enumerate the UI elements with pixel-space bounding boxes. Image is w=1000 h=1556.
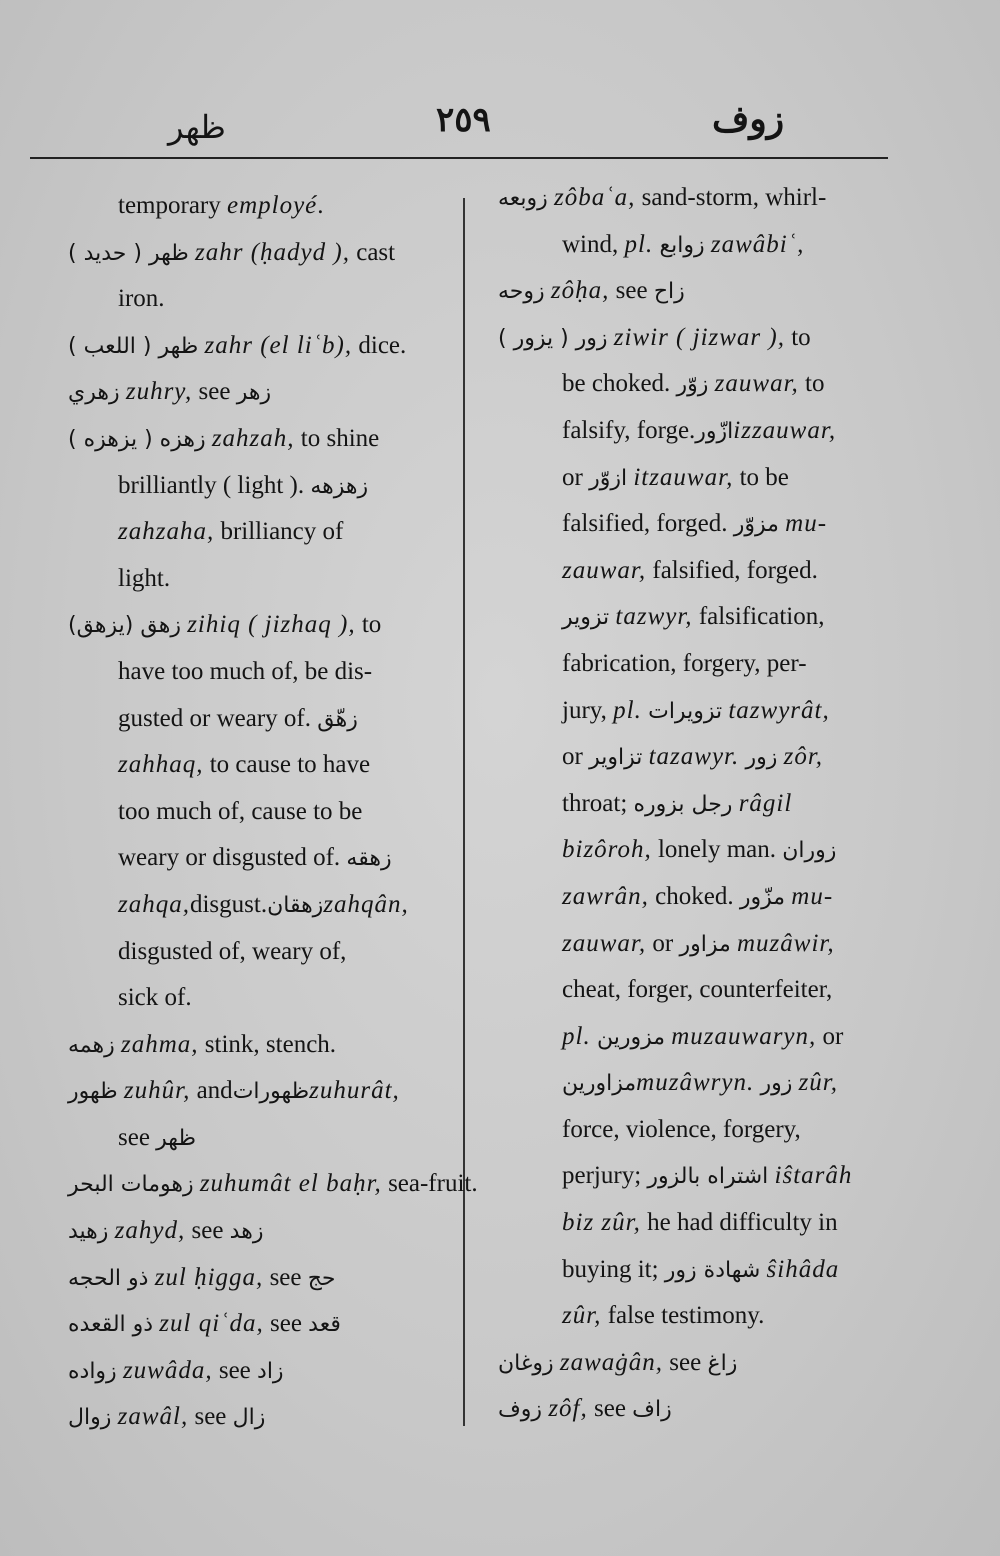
entry-line xyxy=(0,416,462,463)
gloss-text: falsify, forge. xyxy=(562,416,696,444)
gloss-text: brilliancy of xyxy=(214,518,344,546)
arabic-text: مزّور xyxy=(739,884,786,910)
entry-line xyxy=(490,315,910,362)
arabic-text: زهد xyxy=(229,1219,264,1245)
gloss-text: gusted or weary of. xyxy=(118,704,318,732)
gloss-text: wind, xyxy=(562,230,625,258)
arabic-text: ظهر xyxy=(156,1125,196,1151)
gloss-text: to xyxy=(355,611,382,639)
entry-line xyxy=(490,874,910,921)
gloss-text: too much of, cause to be xyxy=(118,797,363,825)
arabic-text: زهزه ( يزهزه ) xyxy=(68,426,206,452)
entry-line xyxy=(490,641,910,688)
entry-line xyxy=(490,967,910,1014)
arabic-text: تزويرات xyxy=(648,698,723,724)
transliteration: zuhurât, xyxy=(309,1077,400,1105)
entry-line xyxy=(490,455,910,502)
transliteration: zôf, xyxy=(548,1395,588,1423)
gloss-text: have too much of, be dis- xyxy=(118,657,373,685)
gloss-text: sand-storm, whirl- xyxy=(635,184,827,211)
gloss-text: falsified, forged. xyxy=(646,556,818,584)
gloss-text: temporary xyxy=(118,192,227,219)
gloss-text: weary or disgusted of. xyxy=(118,844,347,872)
transliteration: zuhry, xyxy=(125,378,193,406)
entry-line xyxy=(490,175,910,222)
entry-line xyxy=(0,183,462,230)
transliteration: zawrân, xyxy=(562,882,649,910)
entry-line xyxy=(490,501,910,548)
arabic-text: ازوّر xyxy=(589,465,628,491)
transliteration: zul qiʿda, xyxy=(159,1310,264,1338)
gloss-text: disgusted of, weary of, xyxy=(118,937,347,965)
entry-line xyxy=(0,556,462,603)
entry-line xyxy=(490,1340,910,1387)
transliteration: zahr (el liʿb), xyxy=(204,331,353,359)
arabic-text: زهقه xyxy=(346,846,392,872)
transliteration: itzauwar, xyxy=(633,463,734,491)
transliteration: zawâbiʿ, xyxy=(710,230,805,258)
right-column xyxy=(490,175,910,1433)
entry-line xyxy=(0,1301,462,1348)
arabic-text: زهّق xyxy=(317,706,358,732)
arabic-text: زوحه xyxy=(498,279,545,305)
transliteration: zauwar, xyxy=(562,929,647,957)
arabic-text: مزاورين xyxy=(562,1071,637,1097)
entry-line xyxy=(0,1115,462,1162)
gloss-text: to xyxy=(798,370,825,398)
arabic-text: زوبعه xyxy=(498,186,548,211)
entry-line xyxy=(490,921,910,968)
gloss-text: dice. xyxy=(352,331,407,359)
transliteration: zahqa, xyxy=(118,890,190,918)
entry-line xyxy=(0,1068,462,1115)
entry-line xyxy=(490,361,910,408)
transliteration: râgil xyxy=(738,789,793,817)
entry-line xyxy=(0,1022,462,1069)
gloss-text: sea-fruit. xyxy=(381,1170,478,1198)
arabic-text: زوغان xyxy=(498,1350,554,1376)
entry-line xyxy=(0,1348,462,1395)
transliteration: ziwir ( jizwar ), xyxy=(613,323,785,351)
gloss-text: or xyxy=(562,463,590,491)
entry-line xyxy=(490,734,910,781)
transliteration: zôḥa, xyxy=(550,277,610,305)
gloss-text: to cause to have xyxy=(203,751,371,779)
page-number: ٢٥٩ xyxy=(436,102,491,139)
entry-line xyxy=(0,369,462,416)
transliteration: zahzaha, xyxy=(118,518,215,546)
entry-line xyxy=(0,463,462,510)
transliteration: mu- xyxy=(785,510,828,538)
entry-line xyxy=(490,1014,910,1061)
arabic-text: زهمه xyxy=(68,1032,115,1058)
transliteration: zauwar, xyxy=(714,370,799,398)
gloss-text: disgust. xyxy=(189,890,268,918)
gloss-text: stink, stench. xyxy=(198,1030,337,1058)
gloss-text: falsified, forged. xyxy=(562,510,734,538)
arabic-text: ذو القعده xyxy=(68,1312,154,1338)
entry-line xyxy=(0,1208,462,1255)
arabic-text: زهزهه xyxy=(310,473,369,499)
page-header xyxy=(0,0,1000,160)
arabic-text: زور xyxy=(760,1071,793,1097)
transliteration: biz zûr, xyxy=(562,1209,641,1237)
gloss-text: see xyxy=(212,1356,258,1384)
gloss-text: see xyxy=(609,277,654,305)
gloss-text: to xyxy=(784,323,811,351)
transliteration: pl. xyxy=(562,1022,591,1050)
transliteration: zauwar, xyxy=(562,556,647,584)
header-right-catchword: زوف xyxy=(712,99,785,139)
entry-line xyxy=(0,789,462,836)
transliteration: tazwyr, xyxy=(615,603,693,631)
gloss-text: cheat, forger, counterfeiter, xyxy=(562,976,833,1004)
transliteration: zuhûr, xyxy=(123,1077,191,1105)
arabic-text: زاد xyxy=(257,1358,284,1384)
transliteration: tazawyr. xyxy=(648,743,740,771)
entry-line xyxy=(490,1060,910,1107)
transliteration: iŝtarâh xyxy=(774,1162,853,1190)
gloss-text: see xyxy=(188,1403,233,1431)
arabic-text: زوران xyxy=(782,838,837,864)
transliteration: zuhumât el baḥr, xyxy=(199,1170,382,1198)
transliteration: zôbaʿa, xyxy=(554,184,636,211)
left-column xyxy=(0,183,478,1441)
entry-line xyxy=(490,827,910,874)
entry-line xyxy=(490,1107,910,1154)
transliteration: bizôroh, xyxy=(562,836,652,864)
gloss-text: he had difficulty in xyxy=(640,1209,838,1237)
arabic-text: زور xyxy=(745,745,778,771)
entry-line xyxy=(0,1255,462,1302)
gloss-text: false testimony. xyxy=(601,1302,765,1330)
entry-line xyxy=(0,649,462,696)
arabic-text: زوابع xyxy=(659,232,705,258)
arabic-text: رجل بزوره xyxy=(633,791,733,817)
entry-line xyxy=(0,835,462,882)
transliteration: zawaġân, xyxy=(559,1348,664,1376)
gloss-text: falsification, xyxy=(692,603,825,631)
gloss-text: perjury; xyxy=(562,1162,648,1190)
gloss-text: buying it; xyxy=(562,1255,665,1283)
gloss-text: see xyxy=(663,1348,708,1376)
gloss-text: to be xyxy=(733,463,789,491)
gloss-text: see xyxy=(587,1395,633,1423)
arabic-text: ظهور xyxy=(68,1079,118,1105)
arabic-text: زواده xyxy=(68,1358,117,1384)
arabic-text: زوّر xyxy=(676,372,709,398)
entry-line xyxy=(490,408,910,455)
transliteration: muzâwryn. xyxy=(636,1069,755,1097)
gloss-text: light. xyxy=(118,564,171,592)
gloss-text: see xyxy=(263,1310,309,1338)
transliteration: zôr, xyxy=(783,743,824,771)
gloss-text: see xyxy=(185,1217,230,1245)
arabic-text: ظهر ( اللعب ) xyxy=(68,333,199,359)
gloss-text: fabrication, forgery, per- xyxy=(562,649,807,677)
entry-line xyxy=(0,323,462,370)
gloss-text: throat; xyxy=(562,789,634,817)
entry-line xyxy=(0,882,462,929)
gloss-text: jury, xyxy=(562,696,614,724)
header-left-catchword: ظهر xyxy=(168,109,226,145)
arabic-text: قعد xyxy=(308,1312,341,1338)
arabic-text: زهق (يزهق) xyxy=(68,613,181,639)
gloss-text: iron. xyxy=(118,285,165,313)
transliteration: zuwâda, xyxy=(122,1356,213,1384)
entry-line xyxy=(0,276,462,323)
arabic-text: اشتراه بالزور xyxy=(647,1164,769,1190)
entry-line xyxy=(490,594,910,641)
entry-line xyxy=(490,222,910,269)
gloss-text: choked. xyxy=(648,882,740,910)
arabic-text: ازّور xyxy=(695,418,734,444)
gloss-text: lonely man. xyxy=(651,836,783,864)
gloss-text: see xyxy=(192,378,237,406)
gloss-text: force, violence, forgery, xyxy=(562,1115,801,1143)
gloss-text: or xyxy=(816,1022,844,1050)
gloss-text: and xyxy=(190,1077,233,1105)
transliteration: zahhaq, xyxy=(118,751,204,779)
arabic-text: زاغ xyxy=(707,1350,738,1376)
arabic-text: زهري xyxy=(68,380,120,406)
entry-line xyxy=(490,268,910,315)
column-divider xyxy=(463,198,465,1426)
entry-line xyxy=(490,1386,910,1433)
entry-line xyxy=(490,688,910,735)
transliteration: zahzah, xyxy=(211,424,295,452)
arabic-text: زاح xyxy=(653,279,685,305)
entry-line xyxy=(490,1247,910,1294)
entry-line xyxy=(0,230,462,277)
entry-line xyxy=(490,781,910,828)
arabic-text: زوال xyxy=(68,1405,112,1431)
transliteration: ŝihâda xyxy=(766,1255,840,1283)
entry-line xyxy=(0,929,462,976)
arabic-text: زهر xyxy=(236,380,272,406)
transliteration: muzâwir, xyxy=(737,929,835,957)
arabic-text: مزاور xyxy=(679,931,731,957)
transliteration: zûr, xyxy=(798,1069,839,1097)
gloss-text: or xyxy=(646,929,680,957)
arabic-text: زاف xyxy=(632,1397,672,1423)
arabic-text: زهومات البحر xyxy=(68,1172,194,1198)
entry-line xyxy=(490,1200,910,1247)
entry-line xyxy=(490,548,910,595)
entry-line xyxy=(0,742,462,789)
entry-line xyxy=(0,602,462,649)
transliteration: pl. xyxy=(613,696,642,724)
transliteration: zahr (ḥadyd ), xyxy=(195,238,350,266)
arabic-text: تزاوير xyxy=(589,745,643,771)
transliteration: izzauwar, xyxy=(733,416,837,444)
arabic-text: زوف xyxy=(498,1397,543,1423)
arabic-text: حج xyxy=(307,1265,336,1291)
arabic-text: زهقان xyxy=(267,892,324,918)
transliteration: zahyd, xyxy=(114,1217,186,1245)
transliteration: tazwyrât, xyxy=(728,696,830,724)
entry-line xyxy=(0,1161,478,1208)
transliteration: zûr, xyxy=(562,1302,602,1330)
transliteration: employé xyxy=(226,192,318,219)
arabic-text: مزوّر xyxy=(733,512,779,538)
arabic-text: تزوير xyxy=(562,605,610,631)
entry-line xyxy=(0,1394,462,1441)
transliteration: zihiq ( jizhaq ), xyxy=(187,611,356,639)
entry-line xyxy=(490,1293,910,1340)
gloss-text: cast xyxy=(349,238,396,266)
transliteration: zawâl, xyxy=(117,1403,189,1431)
arabic-text: زور ( يزور ) xyxy=(498,325,608,351)
gloss-text: brilliantly ( light ). xyxy=(118,471,311,499)
transliteration: zahqân, xyxy=(323,890,409,918)
gloss-text: or xyxy=(562,743,590,771)
arabic-text: زال xyxy=(232,1405,266,1431)
transliteration: zul ḥigga, xyxy=(154,1263,264,1291)
arabic-text: زهيد xyxy=(68,1219,109,1245)
gloss-text: to shine xyxy=(294,424,380,452)
transliteration: zahma, xyxy=(121,1030,199,1058)
transliteration: mu- xyxy=(791,882,834,910)
gloss-text: sick of. xyxy=(118,984,192,1012)
gloss-text: be choked. xyxy=(562,370,677,398)
arabic-text: ذو الحجه xyxy=(68,1265,149,1291)
transliteration: muzauwaryn, xyxy=(671,1022,817,1050)
entry-line xyxy=(0,696,462,743)
gloss-text: . xyxy=(317,192,324,219)
entry-line xyxy=(0,975,462,1022)
gloss-text: see xyxy=(263,1263,308,1291)
entry-line xyxy=(490,1153,910,1200)
arabic-text: مزورين xyxy=(596,1024,665,1050)
arabic-text: ظهر ( حديد ) xyxy=(68,240,189,266)
gloss-text: see xyxy=(118,1123,157,1151)
arabic-text: ظهورات xyxy=(232,1079,310,1105)
transliteration: pl. xyxy=(624,230,654,258)
arabic-text: شهادة زور xyxy=(664,1257,761,1283)
entry-line xyxy=(0,509,462,556)
header-rule xyxy=(30,157,888,159)
